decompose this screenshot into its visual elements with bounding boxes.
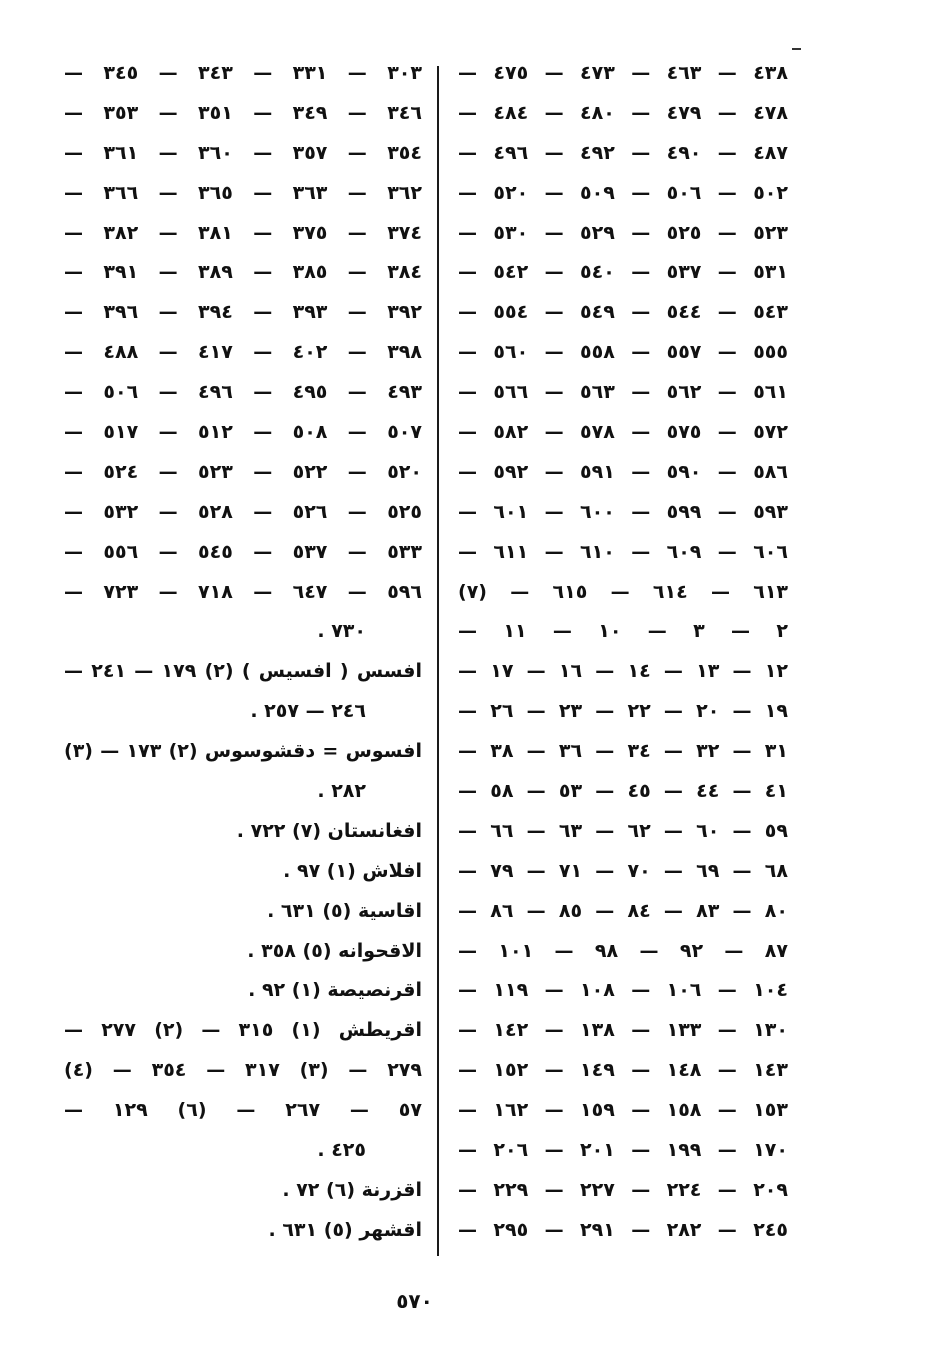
index-line: ٢٠٩ — ٢٢٤ — ٢٢٧ — ٢٢٩ —	[458, 1178, 788, 1201]
index-line: ٥٠٢ — ٥٠٦ — ٥٠٩ — ٥٢٠ —	[458, 181, 788, 204]
page-number: ٥٧٠	[396, 1289, 433, 1313]
index-line: ٥٥٥ — ٥٥٧ — ٥٥٨ — ٥٦٠ —	[458, 341, 788, 364]
index-line: ٥٢٥ — ٥٢٦ — ٥٢٨ — ٥٣٢ —	[64, 500, 422, 523]
index-line: ١٤٣ — ١٤٨ — ١٤٩ — ١٥٢ —	[458, 1059, 788, 1082]
right-column	[458, 54, 788, 1251]
index-line: ١٧٠ — ١٩٩ — ٢٠١ — ٢٠٦ —	[458, 1139, 788, 1162]
index-line: ٣٨٤ — ٣٨٥ — ٣٨٩ — ٣٩١ —	[64, 261, 422, 284]
index-entry: اقشهر (٥) ٦٣١ .	[268, 1218, 422, 1241]
index-line: ٥٦١ — ٥٦٢ — ٥٦٣ — ٥٦٦ —	[458, 381, 788, 404]
index-line: ٦٠٦ — ٦٠٩ — ٦١٠ — ٦١١ —	[458, 540, 788, 563]
index-line: ٢٤٦ — ٢٥٧ .	[250, 700, 366, 723]
index-line: ٤٢٥ .	[317, 1139, 366, 1162]
index-entry: افسس ( افسيس ) (٢) ١٧٩ — ٢٤١ —	[64, 660, 422, 683]
index-line: ٥٣١ — ٥٣٧ — ٥٤٠ — ٥٤٢ —	[458, 261, 788, 284]
index-line: ٥٠٧ — ٥٠٨ — ٥١٢ — ٥١٧ —	[64, 421, 422, 444]
index-line: ٣٦٢ — ٣٦٣ — ٣٦٥ — ٣٦٦ —	[64, 181, 422, 204]
index-entry: اقاسية (٥) ٦٣١ .	[267, 899, 422, 922]
index-entry: اقرنصيصة (١) ٩٢ .	[248, 979, 422, 1002]
index-entry: افغانستان (٧) ٧٢٢ .	[236, 819, 422, 842]
index-line: ٣١ — ٣٢ — ٣٤ — ٣٦ — ٣٨ —	[458, 740, 788, 763]
index-entry: افلاش (١) ٩٧ .	[283, 859, 422, 882]
index-line: ٥٧ — ٢٦٧ — (٦) ١٢٩ —	[64, 1099, 422, 1122]
index-line: ٣٤٦ — ٣٤٩ — ٣٥١ — ٣٥٣ —	[64, 101, 422, 124]
index-line: ٥٤٣ — ٥٤٤ — ٥٤٩ — ٥٥٤ —	[458, 301, 788, 324]
index-entry: اقزرنة (٦) ٧٢ .	[282, 1178, 422, 1201]
index-line: ٥٩ — ٦٠ — ٦٢ — ٦٣ — ٦٦ —	[458, 819, 788, 842]
index-line: ١٣٠ — ١٣٣ — ١٣٨ — ١٤٢ —	[458, 1019, 788, 1042]
index-line: ٥٢٣ — ٥٢٥ — ٥٢٩ — ٥٣٠ —	[458, 221, 788, 244]
index-line: ١٢ — ١٣ — ١٤ — ١٦ — ١٧ —	[458, 660, 788, 683]
index-line: ٤٨٧ — ٤٩٠ — ٤٩٢ — ٤٩٦ —	[458, 141, 788, 164]
index-line: ٦١٣ — ٦١٤ — ٦١٥ — (٧)	[458, 580, 788, 603]
index-line: ٤٣٨ — ٤٦٣ — ٤٧٣ — ٤٧٥ —	[458, 62, 788, 84]
index-entry: افسوس = دقشوسوس (٢) ١٧٣ — (٣)	[64, 740, 422, 763]
column-divider	[437, 66, 439, 1256]
corner-mark	[792, 48, 801, 50]
index-line: ٣٠٣ — ٣٣١ — ٣٤٣ — ٣٤٥ —	[64, 62, 422, 84]
index-line: ٤٧٨ — ٤٧٩ — ٤٨٠ — ٤٨٤ —	[458, 101, 788, 124]
index-line: ١٥٣ — ١٥٨ — ١٥٩ — ١٦٢ —	[458, 1099, 788, 1122]
index-line: ٨٧ — ٩٢ — ٩٨ — ١٠١ —	[458, 939, 788, 962]
index-line: ٥٢٠ — ٥٢٢ — ٥٢٣ — ٥٢٤ —	[64, 460, 422, 483]
index-line: ٤١ — ٤٤ — ٤٥ — ٥٣ — ٥٨ —	[458, 780, 788, 803]
index-line: ٢٤٥ — ٢٨٢ — ٢٩١ — ٢٩٥ —	[458, 1218, 788, 1241]
index-entry: الاقحوانه (٥) ٣٥٨ .	[247, 939, 422, 962]
left-column	[64, 54, 422, 1251]
index-line: ٥٩٦ — ٦٤٧ — ٧١٨ — ٧٢٣ —	[64, 580, 422, 603]
index-line: ٣٧٤ — ٣٧٥ — ٣٨١ — ٣٨٢ —	[64, 221, 422, 244]
index-entry: اقريطش (١) ٣١٥ — (٢) ٢٧٧ —	[64, 1019, 422, 1042]
index-line: ٢ — ٣ — ١٠ — ١١ —	[458, 620, 788, 643]
index-line: ٣٩٨ — ٤٠٢ — ٤١٧ — ٤٨٨ —	[64, 341, 422, 364]
index-line: ٢٧٩ — (٣) ٣١٧ — ٣٥٤ — (٤)	[64, 1059, 422, 1082]
index-line: ٥٣٣ — ٥٣٧ — ٥٤٥ — ٥٥٦ —	[64, 540, 422, 563]
index-line: ٨٠ — ٨٣ — ٨٤ — ٨٥ — ٨٦ —	[458, 899, 788, 922]
index-line: ٦٨ — ٦٩ — ٧٠ — ٧١ — ٧٩ —	[458, 859, 788, 882]
index-line: ٥٩٣ — ٥٩٩ — ٦٠٠ — ٦٠١ —	[458, 500, 788, 523]
index-line: ٣٥٤ — ٣٥٧ — ٣٦٠ — ٣٦١ —	[64, 141, 422, 164]
index-line: ٤٩٣ — ٤٩٥ — ٤٩٦ — ٥٠٦ —	[64, 381, 422, 404]
index-line: ١٩ — ٢٠ — ٢٢ — ٢٣ — ٢٦ —	[458, 700, 788, 723]
index-line: ٢٨٢ .	[317, 780, 366, 803]
index-line: ٣٩٢ — ٣٩٣ — ٣٩٤ — ٣٩٦ —	[64, 301, 422, 324]
index-line: ٥٨٦ — ٥٩٠ — ٥٩١ — ٥٩٢ —	[458, 460, 788, 483]
index-line: ٥٧٢ — ٥٧٥ — ٥٧٨ — ٥٨٢ —	[458, 421, 788, 444]
index-line: ٧٣٠ .	[317, 620, 366, 643]
index-line: ١٠٤ — ١٠٦ — ١٠٨ — ١١٩ —	[458, 979, 788, 1002]
